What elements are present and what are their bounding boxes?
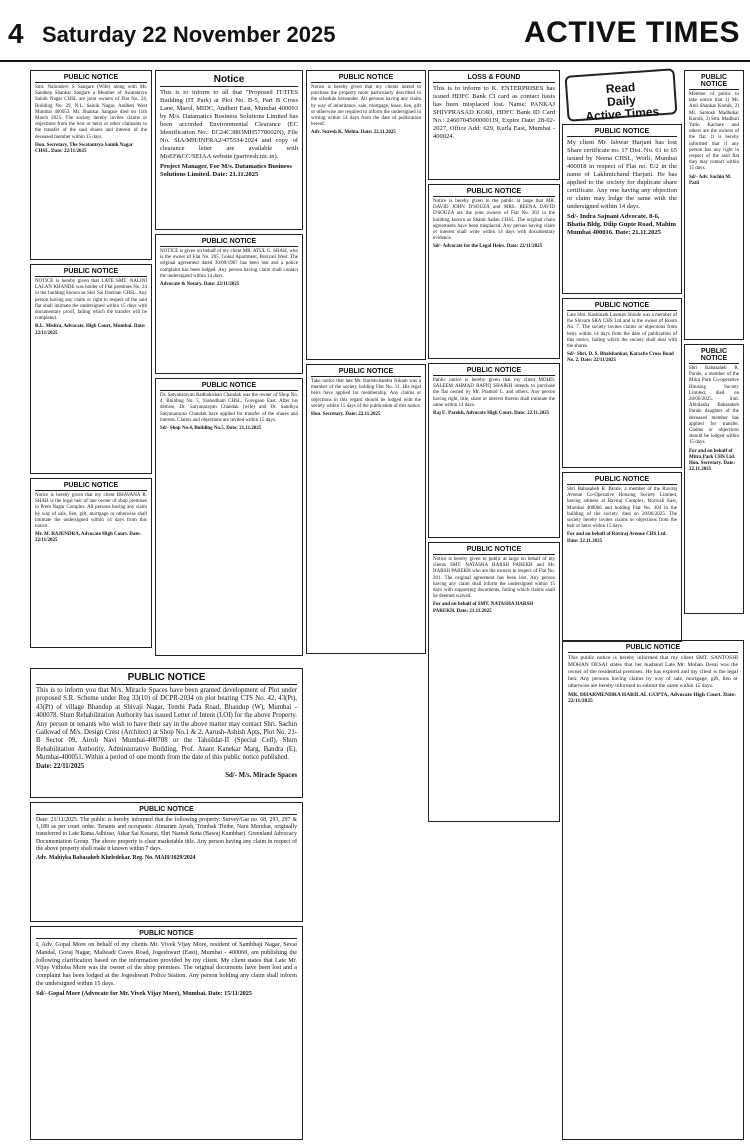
notice-body: This is to inform to K. ENTERPRISES has issued HDFC Bank CI card as contact basis has been misplaced lost. Name: PANKAJ SHIVPRASAD KORI, HDFC Bank ID Card No.: 2460704500000119, Expire Date: 28-02-2027, Office Add: 629, Kurla East, Mumbai - 400024.	[433, 85, 555, 140]
notice-signature: Project Manager, For M/s. Datamatics Business Solutions Limited. Date: 21.11.2025	[160, 163, 292, 178]
notice-body: Late Shri. Kashinath Laxman Shinde was a member of the Shivam SRA CHS Ltd and is the owner of Room No. 7. The society invites claims or objections from heirs within 14 days from the date of publication of this notice, failing which the society shall deal with the shares.	[567, 313, 677, 350]
notice-signature: Adv. Mahiyka Babasaheb Kheledekar. Reg. No. MAH/1029/2024	[36, 855, 196, 862]
notice-date: Date: 22/11/2025	[36, 762, 85, 770]
column-1	[30, 70, 152, 660]
notice-body: Smt. Nalinidevi S Sangare (Wife) along with Mr. Sandeep Shankar Sangare a Member of Swatantrya Sainik Nagar CHSL are joint owners of Flat No. 24, Building No. 29, N.L. Sainik Nagar, Andheri West Mumbai 400053. Mr. Shankar Sangare died on 11th March 2025. The society hereby invites claims or objections from the heir or heirs or other claimants to the transfer of the said shares and interest of the deceased member within 15 days.	[35, 85, 147, 140]
masthead	[0, 0, 750, 62]
notice-signature: Hon. Secretary. Date: 22.11.2025	[311, 412, 381, 418]
notice-heading: PUBLIC NOTICE	[689, 348, 739, 364]
notice-box	[428, 542, 560, 822]
notice-body: Shri Babasaheb R. Parale, a member of the Raviraj Avenue Co-Operative Housing Society Limited, having address at Raviraj Complex, Borivali East, Mumbai 400066 and holding Flat No. 304 in the building of the society, died on 20/06/2025. The society hereby invites claims or objections from the heir or heirs within 15 days.	[567, 487, 677, 530]
notice-heading: Notice	[160, 74, 298, 87]
notice-signature: For and on behalf of Mitra Park CHS Ltd. Hon. Secretary. Date: 22.11.2025	[689, 448, 736, 473]
notice-body: Dr. Satyanarayan Radhakishan Chandak was the owner of Shop No. 4, Building No. 5, Yashodham CHSL, Goregaon East. After his demise, Dr. Satyanarayan Chandak (wife) and Dr. Sandhya Satyanarayan Chandak have applied for transfer of the shares and interest. Claims and objections are invited within 15 days.	[160, 393, 298, 423]
notice-signature: Advocate & Notary. Date: 22/11/2025	[160, 282, 240, 288]
notice-box	[306, 70, 426, 360]
notice-signature: MR. DHARMENDRA HARILAL GUPTA, Advocate High Court. Date: 22/11/2025	[568, 692, 736, 704]
notice-body: Member of public to take notice that 1) Mr. Atul Shankar Karnik, 2) Mr. Santosh Madhukar Karnik, 3) Smt. Madhuri Yatin Kachare and others are the owners of the flat. It is hereby informed that if any person has any right in respect of the said flat they may contact within 15 days.	[689, 92, 739, 172]
notice-heading: PUBLIC NOTICE	[311, 74, 421, 83]
newspaper-brand: ACTIVE TIMES	[523, 16, 740, 49]
notice-box	[562, 472, 682, 642]
notice-signature: Sd/- M/s. Miracle Spaces	[225, 771, 297, 779]
notice-box	[306, 364, 426, 654]
badge-line-1: Read	[605, 80, 636, 97]
column-2	[155, 70, 303, 660]
share-cert-notice-box	[562, 124, 682, 294]
notice-body: Date: 21/11/2025. The public is hereby informed that the following property: Survey/Gat no. 68, 293, 297 & 1,189 as per court order. Tenants and occupants: Atmaram Ayush, Trimbak Thube, Naru Muruhar, originally transferred to Late Rama Adhirao, Atkar Sai Kesarai, Shri Naresh Sutta (Bawaj Kumbhar). Greenland Advocacy Documentation Group. The above property is clear marketable title. Any person having any claim in respect of the above property shall make it known within 7 days.	[36, 817, 297, 852]
notice-body: NOTICE is hereby given that LATE SMT. NALINI LALAN KHANDE was holder of Flat premises No. 24 in the building known as Shri Sai Darshan CHSL. Any person having any claim or right in respect of the said flat shall intimate the undersigned within 15 days with documentary proof, failing which the transfer will be completed.	[35, 279, 147, 322]
notice-box	[562, 298, 682, 468]
notice-body: Notice is hereby given that my clients intend to purchase the property more particularly described in the schedule hereunder. All persons having any claim by way of inheritance, sale, mortgage, lease, lien, gift or otherwise are required to inform the undersigned in writing within 14 days from the date of publication hereof.	[311, 85, 421, 128]
read-daily-badge	[565, 68, 678, 122]
issue-date: Saturday 22 November 2025	[42, 22, 336, 47]
notice-signature: For and on behalf of SMT. NATASHA HARSH PAREKH. Date: 21.11.2025	[433, 602, 534, 614]
notice-signature: Adv. Suresh K. Mehta. Date: 22.11.2025	[311, 130, 396, 136]
notice-body: Notice is hereby given to public at large on behalf of my clients SMT. NATASHA HARSH PAREKH and Mr. HARSH PAREKH who are the owners in respect of Flat No. 201. The original agreement has been lost. Any person having any claim shall inform the undersigned within 15 days with supporting documents, failing which claims shall be deemed waived.	[433, 557, 555, 600]
notice-box	[30, 264, 152, 474]
court-notice-box	[30, 802, 303, 922]
notice-heading: PUBLIC NOTICE	[433, 546, 555, 555]
notice-body: My client Mr. Ishwar Harjani has lost Share certificate no. 17 Dist. No. 61 to 65 issued by Neena CHSL, Worli, Mumbai 400018 in respect of Flat no. E/2 in the name of Lakhmichand Harjani. He has applied to the society for duplicate share certificate. Any one having any objection or claim may lodge the same with the undersigned within 14 days.	[567, 139, 677, 210]
notice-heading: PUBLIC NOTICE	[311, 368, 421, 377]
notice-body: NOTICE is given on behalf of my client MR. ATUL G. SHAH, who is the owner of Flat No. 205, Gokul Apartment, Borivali West. The original agreement dated 30/09/1987 has been lost and a police complaint has been lodged. Any person having claim shall contact the undersigned within 14 days.	[160, 249, 298, 279]
ec-notice-box	[155, 70, 303, 230]
notice-heading: PUBLIC NOTICE	[567, 128, 677, 137]
notice-heading: LOSS & FOUND	[433, 74, 555, 83]
notice-heading: PUBLIC NOTICE	[160, 238, 298, 247]
notice-body: This public notice is hereby informed that my client SMT. SANTOSHI MOHAN DESAI states that her husband Late Mr. Mohan Desai was the owner of the residential premises. He has expired and my client is the legal heir. Any persons having claims by way of sale, mortgage, gift, lien or otherwise are hereby informed to submit the same within 15 days.	[568, 655, 738, 689]
notice-heading: PUBLIC NOTICE	[689, 74, 739, 90]
notice-signature: Sd/- Gopal More (Advocate for Mr. Vivek Vijay More), Mumbai. Date: 15/11/2025	[36, 989, 252, 997]
badge-line-3: Active Times	[585, 104, 660, 124]
sra-notice-box	[30, 668, 303, 798]
notice-box	[428, 363, 560, 538]
notice-signature: Raj U. Parekh, Advocate High Court. Date: 22.11.2025	[433, 411, 550, 417]
notice-heading: PUBLIC NOTICE	[160, 382, 298, 391]
notice-body: Take notice that late Mr. Harishchandra Nikam was a member of the society holding Flat No. 11. His legal heirs have applied for membership. Any claims or objections in this regard should be lodged with the society within 15 days of the publication of this notice.	[311, 379, 421, 409]
badge-line-2: Daily	[606, 93, 637, 109]
notice-box	[155, 378, 303, 656]
notice-box	[30, 926, 303, 1140]
notice-signature: Sd/- Indra Sajnani Advocate. 8-6, Bhatia Bldg, Dilip Gupte Road, Mahim Mumbai 400016. Date: 21.11.2025	[567, 213, 676, 236]
notice-heading: PUBLIC NOTICE	[36, 672, 297, 685]
notice-heading: PUBLIC NOTICE	[35, 268, 147, 277]
notice-body: This is to inform you that M/s. Miracle Spaces have been granted development of Plot under proposed S.R. Scheme under Reg 33(10) of DCPR-2034 on plot bearing CTS No. 42, 43(Pt), 43(Pt) of village Bhandup at Shivaji Nagar, Tembi Pada Road, Bhandup (W), Mumbai - 400078. Slum Rehabilitation Authority has issued Letter of Intent (LOI) for the above Property. Any person or tenants who wish to have their say in the above matter may contact Shri. Sachin Gaikwad of M/s. Design Crest (Architect) at Shop No.1 & 2, Aarush-Ashish Apts, Plot No. 21-B Sector 09, Airoli Navi Mumbai-400708 or the Tahsildar-II (Special Cell), Slum Rehabilitation Authority, Administrative Building, Prof. Anant Kanekar Marg, Bandra (E), Mumbai-400051. Within a period of one month from the date of this public notice published.	[36, 687, 297, 762]
notice-heading: PUBLIC NOTICE	[567, 302, 677, 311]
column-4	[428, 70, 560, 1140]
notice-signature: Mr. M. RAJENDRA, Advocate High Court. Date: 22/11/2025	[35, 532, 141, 544]
notice-heading: PUBLIC NOTICE	[433, 367, 555, 376]
notice-box	[30, 70, 152, 260]
notice-body: Public notice is hereby given that my client MOHD. SALEEM AHMAD RAFIQ SHAIKH intends to purchase the flat owned by Mr. Pramod L. and others. Any person having right, title, share or interest therein shall intimate the same within 14 days.	[433, 378, 555, 408]
notice-signature: Sd/- Shri. D. S. Bhalshankar, Karache Cross Road No. 2. Date: 22/11/2025	[567, 352, 674, 364]
loss-found-box	[428, 70, 560, 180]
notice-body: Shri Babasaheb R. Parale, a member of the Mitra Park Co-operative Housing Society Limited, died on 20/06/2025. Smt. Abhilasha Babasaheb Parale daughter of the deceased member has applied for transfer. Claims or objections should be lodged within 15 days.	[689, 366, 739, 446]
notice-heading: PUBLIC NOTICE	[568, 644, 738, 653]
notice-signature: R.L. Mishra, Advocate, High Court, Mumbai. Date: 22/11/2025	[35, 324, 146, 336]
notice-heading: PUBLIC NOTICE	[433, 188, 555, 197]
notice-signature: Sd/- Adv. Sachin M. Patil	[689, 174, 732, 186]
notice-body: This is to inform to all that "Proposed IT/ITES Building (IT Park) at Plot No. B-5, Part B Cross Lane, Marol, MIDC, Andheri East, Mumbai 400093 by M/s. Datamatics Business Solutions Limited has been accorded Environmental Clearance (EC Identification No.: EC24C3803MH5778602N), File No. SIA/MH/INFRA2/475534/2024 and copy of clearance letter are available with MoEF&CC/SEIAA website (parivesh.nic.in).	[160, 89, 298, 160]
notice-signature: Sd/- Shop No.4, Building No.5. Date: 21.11.2025	[160, 426, 262, 432]
page-number: 4	[8, 18, 24, 49]
notice-box	[428, 184, 560, 359]
notice-heading: PUBLIC NOTICE	[36, 806, 297, 815]
column-6	[684, 70, 744, 630]
notice-signature: For and on behalf of Raviraj Avenue CHS Ltd. Date: 22.11.2025	[567, 532, 667, 544]
notice-body: Notice is hereby given that my client BHAVANA R. SHAH is the legal heir of late owner of shop premises in Prem Nagar Complex. All persons having any claim by way of sale, lien, gift, mortgage or otherwise shall intimate the undersigned within 14 days from this notice.	[35, 493, 147, 530]
notice-body: Notice is hereby given to the public at large that MR. DAVID JOHN D'SOUZA and MRS. REENA DAVID D'SOUZA are the joint owners of Flat No. 302 in the building known as Shanti Sadan CHSL. The original chain agreements have been misplaced. Any person having claim or interest shall write within 14 days with documentary evidence.	[433, 199, 555, 242]
notice-signature: Sd/- Advocate for the Legal Heirs. Date: 22/11/2025	[433, 244, 543, 250]
notice-heading: PUBLIC NOTICE	[567, 476, 677, 485]
notice-heading: PUBLIC NOTICE	[35, 74, 147, 83]
notice-heading: PUBLIC NOTICE	[35, 482, 147, 491]
notice-heading: PUBLIC NOTICE	[36, 930, 297, 939]
notice-body: I, Adv. Gopal More on behalf of my clients Mr. Vivek Vijay More, resident of Sambhaji Nagar, Sevai Mandal, Goraj Nagar, Malwadi Caves Road, Jogeshwari (East), Mumbai - 400060, am publishing the following clarification based on the information provided by my client. My client states that Late Mr. Vijay Vithoba More was the owner of the shop premises. The original documents have been lost and a complaint has been lodged at the Jogeshwari Police Station. Any person holding any claim shall inform the undersigned within 15 days.	[36, 941, 297, 987]
column-3	[306, 70, 426, 1140]
notice-box	[684, 70, 744, 340]
notice-box	[684, 344, 744, 614]
notice-box	[30, 478, 152, 648]
notice-box	[562, 640, 744, 1140]
notice-box	[155, 234, 303, 374]
notice-signature: Hon. Secretary, The Swatantrya Sainik Nagar CHSL. Date: 22/11/2025	[35, 142, 133, 155]
